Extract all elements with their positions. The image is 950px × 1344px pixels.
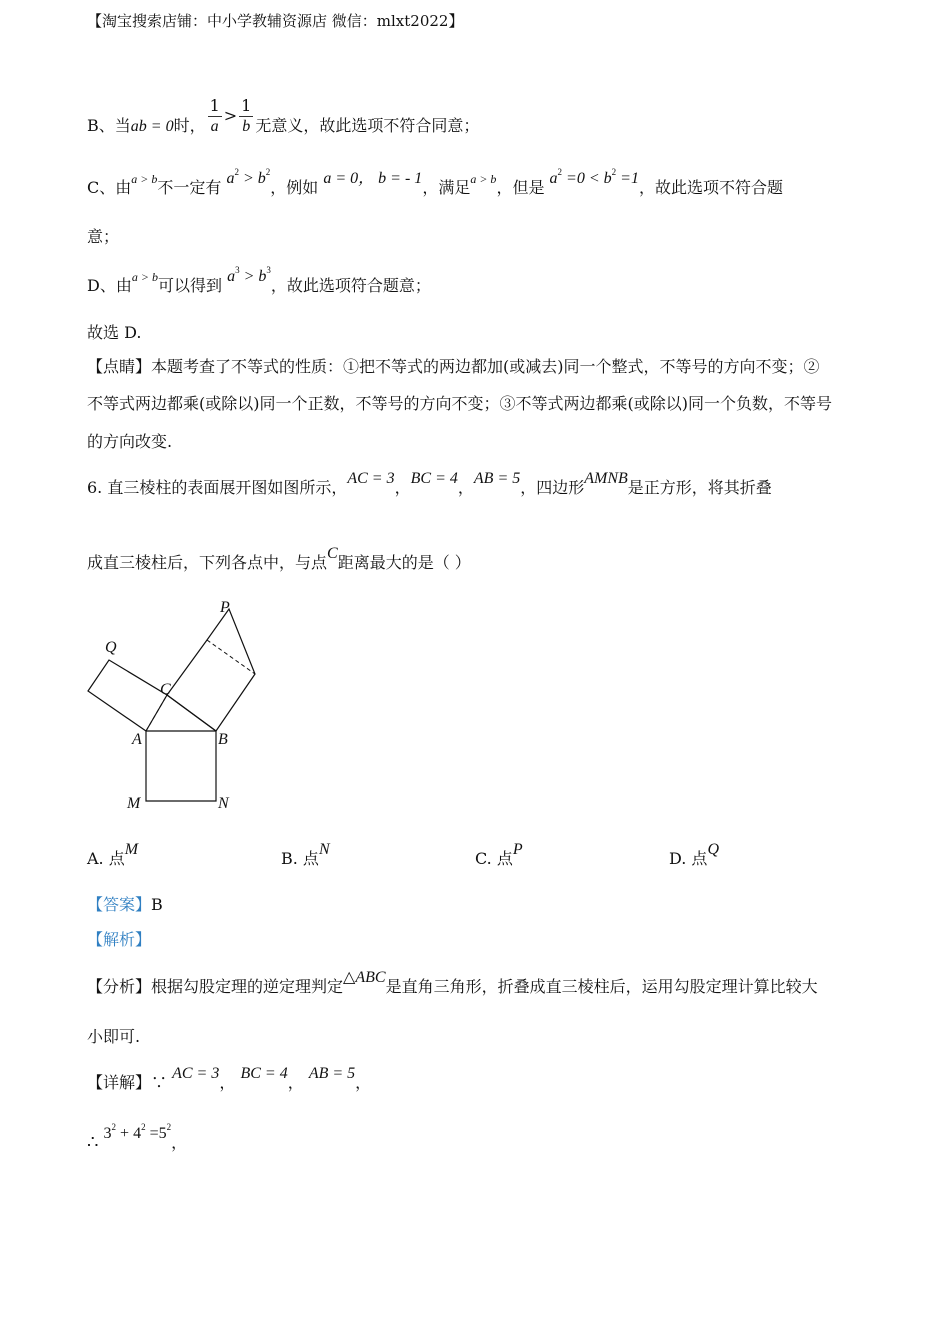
option-d-t1: 可以得到	[157, 276, 222, 295]
label-n: N	[218, 795, 229, 812]
label-c: C	[160, 681, 171, 698]
comma: ，	[394, 478, 411, 497]
pythagoras-equation: $3^2 + 4^2 =5^2$	[103, 1122, 172, 1142]
ac-equals: AC = 3	[347, 470, 395, 487]
question-6-p4: 成直三棱柱后，下列各点中，与点	[87, 553, 328, 572]
rect-right	[167, 609, 255, 731]
fenxi-line-1: 【分析】根据勾股定理的逆定理判定△ABC是直角三角形，折叠成直三棱柱后，运用勾股定理计算比较大	[87, 969, 818, 996]
answer-value: B	[151, 895, 163, 914]
label-p: P	[220, 599, 230, 616]
gt-sign: >	[223, 106, 238, 125]
option-c-continued: 意；	[87, 227, 120, 246]
detail-bc: BC = 4	[240, 1065, 288, 1082]
option-c-t3: ，满足	[422, 178, 471, 197]
square-amnb	[146, 731, 216, 801]
option-b-choice: B. 点N	[281, 841, 330, 868]
option-c-counter: $a^2 =0 < b^2 =1$	[549, 167, 639, 187]
option-a-choice: A. 点M	[87, 841, 139, 868]
option-c-prefix: C、由	[87, 178, 132, 197]
note-line-2: 不等式两边都乘(或除以)同一个正数，不等号的方向不变；③不等式两边都乘(或除以)同一个负数，不等号	[87, 394, 832, 413]
option-c-squares: $a^2 > b^2$	[226, 167, 271, 187]
label-b: B	[218, 731, 228, 748]
detail-ac: AC = 3	[172, 1065, 220, 1082]
answer-tag: 【答案】	[87, 895, 152, 914]
option-c-condition: a > b	[131, 172, 158, 186]
note-line-1: 【点睛】本题考查了不等式的性质：①把不等式的两边都加(或减去)同一个整式，不等号的方向不变；②	[87, 357, 820, 376]
fraction-1-over-b: $\frac{1}{b}$	[241, 96, 252, 135]
option-c-t5: ，故此选项不符合题	[638, 178, 783, 197]
question-6-p5: 距离最大的是（ ）	[337, 553, 471, 572]
fenxi-line-2: 小即可.	[87, 1027, 141, 1046]
option-d-choice: D. 点Q	[669, 841, 719, 868]
option-d-prefix: D、由	[87, 276, 132, 295]
option-c-condition-2: a > b	[470, 172, 497, 186]
option-b-line	[87, 96, 480, 147]
analysis-tag: 【解析】	[87, 930, 152, 949]
header-banner: 【淘宝搜索店铺：中小学教辅资源店 微信：mlxt2022】	[87, 12, 464, 30]
option-b-suffix: 无意义，故此选项不符合同意；	[255, 116, 480, 135]
option-c-t1: 不一定有	[157, 178, 222, 197]
option-d-t2: ，故此选项符合题意；	[270, 276, 431, 295]
question-6-p3: 是正方形，将其折叠	[627, 478, 772, 497]
ab-equals: AB = 5	[473, 470, 521, 487]
option-b-prefix: B、当	[87, 116, 131, 135]
triangle-abc: △ABC	[343, 969, 386, 986]
prism-net-figure	[80, 598, 280, 818]
option-c-t4: ，但是	[496, 178, 545, 197]
amnb-label: AMNB	[584, 470, 628, 487]
option-d-condition: a > b	[131, 270, 158, 284]
option-c-choice: C. 点P	[475, 841, 523, 868]
option-c-t2: ，例如	[270, 178, 319, 197]
option-d-line	[87, 265, 431, 295]
question-6-p2: ，四边形	[520, 478, 585, 497]
detail-ab: AB = 5	[308, 1065, 356, 1082]
note-line-3: 的方向改变.	[87, 432, 173, 451]
label-a: A	[132, 731, 142, 748]
choose-line: 故选 D.	[87, 323, 142, 342]
question-6-intro: 6. 直三棱柱的表面展开图如图所示，	[87, 478, 348, 497]
option-c-line	[87, 167, 783, 197]
rect-left	[88, 660, 167, 731]
comma: ，	[457, 478, 474, 497]
therefore-symbol: ∴	[87, 1132, 99, 1153]
question-6-line-1	[87, 470, 772, 497]
detail-line-1: 【详解】∵ AC = 3， BC = 4， AB = 5，	[87, 1065, 372, 1092]
fenxi-tag: 【分析】	[87, 977, 152, 996]
fraction-1-over-a: $\frac{1}{a}$	[209, 96, 220, 135]
option-d-cubes: $a^3 > b^3$	[227, 265, 271, 285]
bc-equals: BC = 4	[410, 470, 458, 487]
label-q: Q	[105, 639, 117, 656]
detail-tag: 【详解】∵	[87, 1073, 168, 1092]
label-m: M	[127, 795, 141, 812]
answer-line	[87, 897, 163, 913]
point-c-label: C	[327, 545, 338, 562]
option-c-example: a = 0， b = - 1	[323, 170, 423, 187]
option-b-condition: ab = 0	[130, 118, 174, 135]
option-b-mid: 时，	[173, 116, 206, 135]
detail-line-2: ∴ $3^2 + 4^2 =5^2$，	[87, 1122, 188, 1153]
question-6-line-2	[87, 545, 471, 572]
